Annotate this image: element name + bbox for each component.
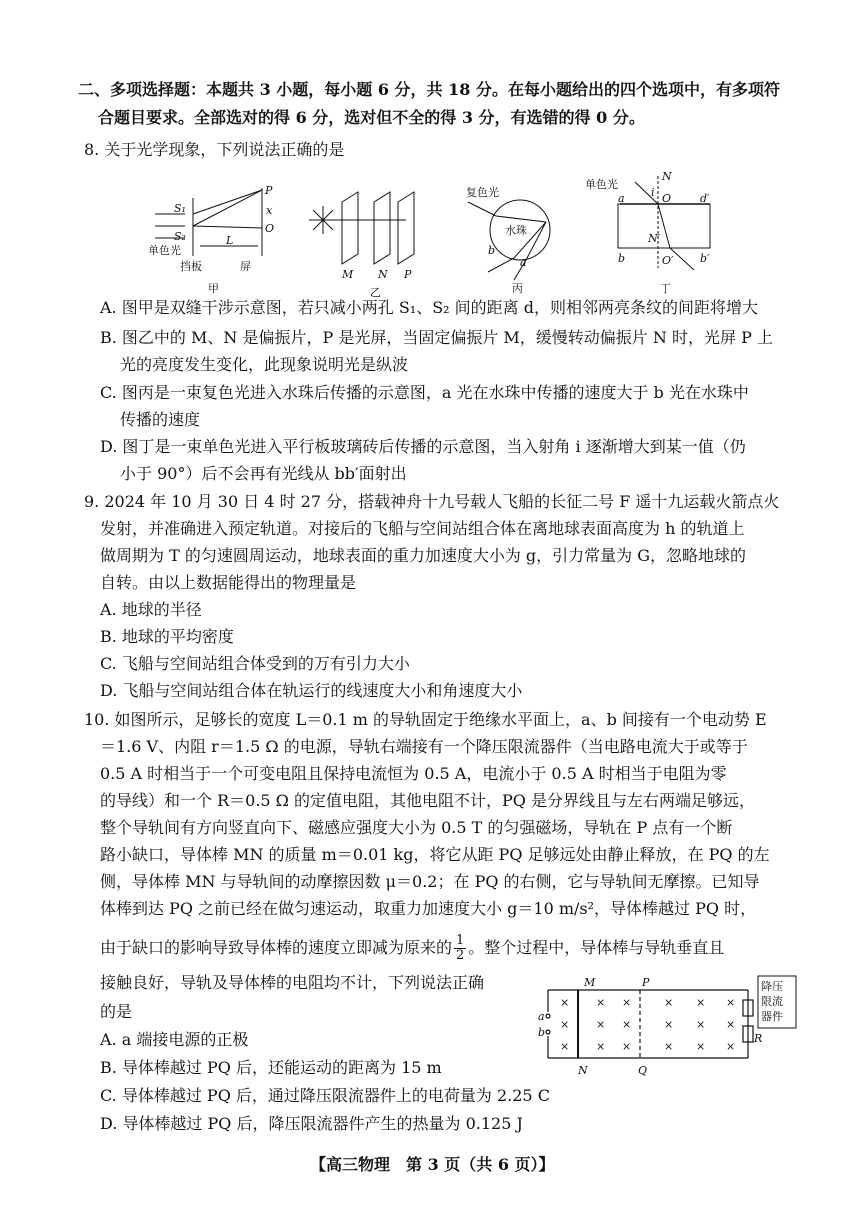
ding-a-label: a — [618, 192, 625, 205]
field-cross: × — [596, 996, 606, 1009]
yi-n-label: N — [378, 268, 388, 281]
q10-fraction-num: 1 — [456, 933, 465, 948]
field-cross: × — [622, 996, 632, 1009]
q10-option-a: A. a 端接电源的正极 — [100, 1030, 249, 1049]
q10-option-c: C. 导体棒越过 PQ 后，通过降压限流器件上的电荷量为 2.25 C — [100, 1086, 550, 1105]
q10-line3: 0.5 A 时相当于一个可变电阻且保持电流恒为 0.5 A，电流小于 0.5 A 时相当于电阻为零 — [100, 764, 727, 783]
ding-b-label: b — [618, 252, 626, 265]
jia-s1-label: S₁ — [174, 202, 186, 215]
ding-bp-label: b′ — [700, 252, 710, 265]
bing-a-label: a — [520, 256, 527, 269]
field-cross: × — [696, 996, 706, 1009]
field-cross: × — [664, 996, 674, 1009]
field-cross: × — [622, 1018, 632, 1031]
q10-line9 — [100, 934, 724, 963]
field-cross: × — [560, 996, 570, 1009]
jia-light-label: 单色光 — [148, 244, 181, 257]
yi-m-label: M — [342, 268, 354, 281]
ding-o-label: O — [662, 192, 672, 205]
q9-option-b: B. 地球的平均密度 — [100, 627, 234, 646]
terminal-b-label: b — [538, 1026, 546, 1039]
ding-np-label: N′ — [648, 232, 661, 245]
q10-line10: 接触良好，导轨及导体棒的电阻均不计，下列说法正确 — [100, 973, 485, 992]
q9-line1: 9. 2024 年 10 月 30 日 4 时 27 分，搭载神舟十九号载人飞船的长征二号 F 遥十九运载火箭点火 — [84, 492, 780, 511]
field-cross: × — [726, 1018, 736, 1031]
q10-line8: 体棒到达 PQ 之前已经在做匀速运动，取重力加速度大小 g＝10 m/s²，导体棒越过 PQ 时， — [100, 899, 757, 918]
field-cross: × — [726, 1040, 736, 1053]
q10-line9-end: 。整个过程中，导体棒与导轨垂直且 — [468, 938, 725, 957]
jia-s2-label: S₂ — [174, 230, 186, 243]
q10-fraction — [454, 934, 466, 963]
device-label-3: 器件 — [761, 1010, 783, 1023]
field-cross: × — [696, 1018, 706, 1031]
q8-option-c-line1: C. 图丙是一束复色光进入水珠后传播的示意图，a 光在水珠中传播的速度大于 b 光在水珠中 — [100, 383, 749, 402]
jia-baffle-label: 挡板 — [180, 260, 202, 273]
q10-option-d: D. 导体棒越过 PQ 后，降压限流器件产生的热量为 0.125 J — [100, 1114, 523, 1133]
device-label-2: 限流 — [761, 995, 783, 1008]
q8-option-b-line1: B. 图乙中的 M、N 是偏振片，P 是光屏，当固定偏振片 M，缓慢转动偏振片 N 时，光屏 P 上 — [100, 328, 773, 347]
q10-line1: 10. 如图所示，足够长的宽度 L＝0.1 m 的导轨固定于绝缘水平面上，a、b 间接有一个电动势 E — [84, 710, 767, 729]
q10-line6: 路小缺口，导体棒 MN 的质量 m＝0.01 kg，将它从距 PQ 足够远处由静止释放，在 PQ 的左 — [100, 845, 770, 864]
ding-op-label: O′ — [662, 254, 674, 267]
q9-option-c: C. 飞船与空间站组合体受到的万有引力大小 — [100, 654, 410, 673]
device-label-1: 降压 — [761, 980, 783, 993]
figure-yi — [309, 192, 414, 264]
q9-option-d: D. 飞船与空间站组合体在轨运行的线速度大小和角速度大小 — [100, 681, 523, 700]
field-cross: × — [560, 1018, 570, 1031]
bing-drop-label: 水珠 — [505, 224, 527, 237]
q10-line5: 整个导轨间有方向竖直向下、磁感应强度大小为 0.5 T 的匀强磁场，导轨在 P 点有一个断 — [100, 818, 733, 837]
magnetic-field-crosses — [560, 996, 735, 1053]
resistor-r-label: R — [754, 1032, 763, 1045]
q9-line2: 发射，并准确进入预定轨道。对接后的飞船与空间站组合体在离地球表面高度为 h 的轨道上 — [100, 519, 745, 538]
q8-option-d-line2: 小于 90°）后不会再有光线从 bb′面射出 — [120, 464, 407, 483]
section-heading-line1: 二、多项选择题：本题共 3 小题，每小题 6 分，共 18 分。在每小题给出的四个选项中，有多项符 — [78, 80, 780, 99]
jia-p-label: P — [265, 184, 273, 197]
jia-screen-label: 屏 — [240, 260, 251, 273]
rail-n-label: N — [578, 1064, 588, 1077]
q10-line2: ＝1.6 V、内阻 r＝1.5 Ω 的电源，导轨右端接有一个降压限流器件（当电路电流大于或等于 — [100, 737, 748, 756]
bing-caption: 丙 — [512, 282, 523, 295]
section-heading-line2: 合题目要求。全部选对的得 6 分，选对但不全的得 3 分，有选错的得 0 分。 — [98, 108, 645, 127]
q10-line11: 的是 — [100, 1002, 133, 1021]
terminal-a-label: a — [538, 1010, 545, 1023]
ding-d-label: d′ — [700, 192, 710, 205]
q8-option-a: A. 图甲是双缝干涉示意图，若只减小两孔 S₁、S₂ 间的距离 d，则相邻两亮条纹的间距将增大 — [100, 298, 758, 317]
field-cross: × — [560, 1040, 570, 1053]
page-footer: 【高三物理 第 3 页（共 6 页）】 — [310, 1155, 555, 1174]
jia-x-label: x — [266, 204, 273, 217]
jia-l-label: L — [226, 234, 234, 247]
yi-p-label: P — [404, 268, 412, 281]
rail-p-label: P — [642, 976, 650, 989]
field-cross: × — [664, 1040, 674, 1053]
field-cross: × — [596, 1018, 606, 1031]
rail-q-label: Q — [638, 1064, 648, 1077]
q10-circuit-figure — [530, 972, 800, 1082]
figure-bing — [468, 200, 550, 280]
q10-option-b: B. 导体棒越过 PQ 后，还能运动的距离为 15 m — [100, 1058, 442, 1077]
q8-option-b-line2: 光的亮度发生变化，此现象说明光是纵波 — [120, 355, 409, 374]
ding-caption: 丁 — [660, 282, 671, 295]
q9-option-a: A. 地球的半径 — [100, 600, 202, 619]
q10-line9-start: 由于缺口的影响导致导体棒的速度立即减为原来的 — [100, 938, 453, 957]
field-cross: × — [596, 1040, 606, 1053]
q9-line3: 做周期为 T 的匀速圆周运动，地球表面的重力加速度大小为 g，引力常量为 G，忽略地球的 — [100, 546, 747, 565]
ding-light-label: 单色光 — [585, 178, 618, 191]
field-cross: × — [622, 1040, 632, 1053]
jia-o-label: O — [265, 222, 275, 235]
q8-figures — [0, 168, 867, 318]
field-cross: × — [696, 1040, 706, 1053]
field-cross: × — [664, 1018, 674, 1031]
q10-line7: 侧，导体棒 MN 与导轨间的动摩擦因数 μ＝0.2；在 PQ 的右侧，它与导轨间无摩擦。已知导 — [100, 872, 760, 891]
ding-n-label: N — [662, 170, 672, 183]
q8-option-c-line2: 传播的速度 — [120, 410, 201, 429]
jia-caption: 甲 — [208, 282, 219, 295]
field-cross: × — [726, 996, 736, 1009]
q8-stem: 8. 关于光学现象，下列说法正确的是 — [84, 140, 345, 159]
q9-line4: 自转。由以上数据能得出的物理量是 — [100, 573, 357, 592]
ding-i-label: i — [651, 186, 655, 199]
bing-b-label: b — [488, 244, 496, 257]
q8-option-d-line1: D. 图丁是一束单色光进入平行板玻璃砖后传播的示意图，当入射角 i 逐渐增大到某一值（仍 — [100, 437, 746, 456]
q10-fraction-den: 2 — [456, 948, 465, 963]
yi-caption: 乙 — [370, 286, 381, 299]
rail-m-label: M — [584, 976, 596, 989]
bing-light-label: 复色光 — [466, 186, 499, 199]
q10-line4: 的导线）和一个 R＝0.5 Ω 的定值电阻，其他电阻不计，PQ 是分界线且与左右两端足够远， — [100, 791, 755, 810]
